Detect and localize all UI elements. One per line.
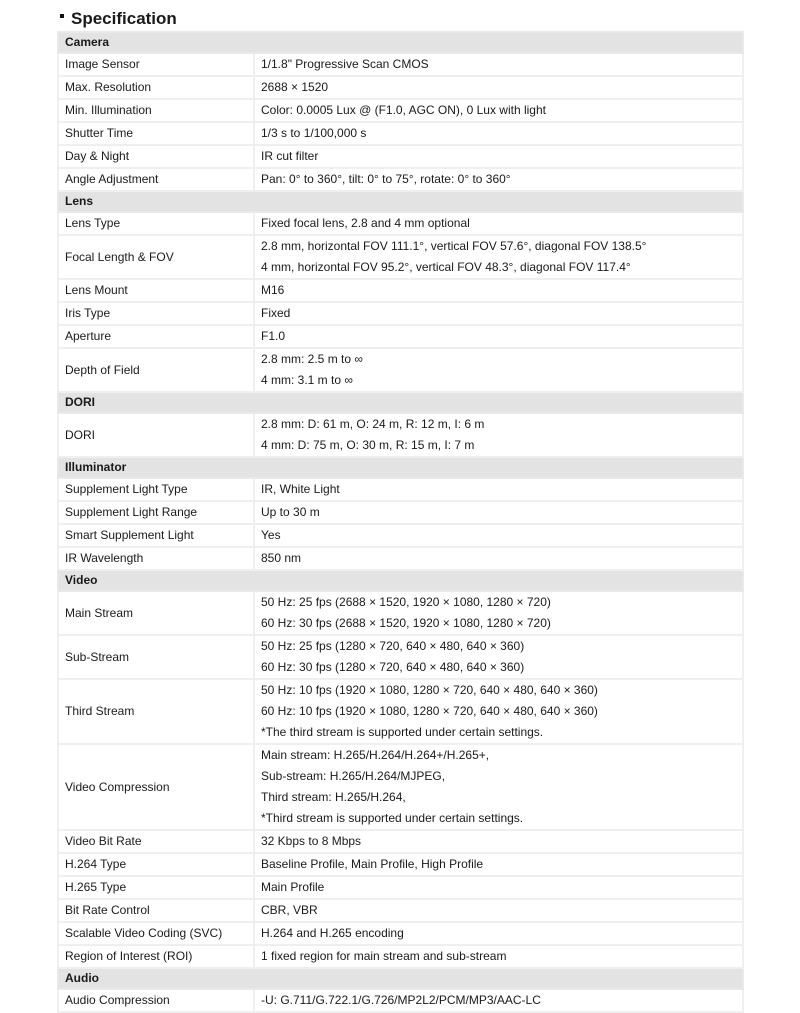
spec-label: Sub-Stream: [58, 635, 254, 679]
spec-value-line: 2.8 mm, horizontal FOV 111.1°, vertical FOV 57.6°, diagonal FOV 138.5°: [261, 239, 647, 253]
spec-value-line: Pan: 0° to 360°, tilt: 0° to 75°, rotate: 0° to 360°: [261, 172, 511, 186]
spec-value: [254, 853, 743, 876]
spec-label: Supplement Light Type: [58, 478, 254, 501]
spec-value: [254, 830, 743, 853]
spec-row: [58, 501, 743, 524]
spec-label: H.265 Type: [58, 876, 254, 899]
spec-value-line: 50 Hz: 25 fps (1280 × 720, 640 × 480, 640 × 360): [261, 639, 525, 653]
spec-value-line: 4 mm, horizontal FOV 95.2°, vertical FOV 48.3°, diagonal FOV 117.4°: [261, 260, 631, 274]
spec-row: [58, 478, 743, 501]
section-title: Lens: [58, 191, 743, 212]
spec-label: Shutter Time: [58, 122, 254, 145]
bullet-icon: [60, 14, 64, 18]
spec-row: [58, 899, 743, 922]
spec-value: [254, 279, 743, 302]
spec-label: Max. Resolution: [58, 76, 254, 99]
spec-value: [254, 744, 743, 830]
spec-value-line: 32 Kbps to 8 Mbps: [261, 834, 362, 848]
spec-value-line: 2.8 mm: D: 61 m, O: 24 m, R: 12 m, I: 6 m: [261, 417, 485, 431]
spec-value: [254, 235, 743, 279]
spec-value: [254, 348, 743, 392]
spec-row: [58, 413, 743, 457]
spec-value-line: H.264 and H.265 encoding: [261, 926, 404, 940]
spec-row: [58, 76, 743, 99]
spec-label: Supplement Light Range: [58, 501, 254, 524]
spec-row: [58, 547, 743, 570]
spec-label: Focal Length & FOV: [58, 235, 254, 279]
spec-value: [254, 302, 743, 325]
specification-table-body: [58, 32, 743, 1012]
spec-label: Video Compression: [58, 744, 254, 830]
section-title: Audio: [58, 968, 743, 989]
spec-value: [254, 413, 743, 457]
spec-value-line: 60 Hz: 30 fps (1280 × 720, 640 × 480, 640 × 360): [261, 660, 525, 674]
spec-value-line: CBR, VBR: [261, 903, 318, 917]
spec-value-line: 50 Hz: 25 fps (2688 × 1520, 1920 × 1080, 1280 × 720): [261, 595, 551, 609]
spec-value-line: 1/3 s to 1/100,000 s: [261, 126, 367, 140]
spec-row: [58, 302, 743, 325]
spec-label: Aperture: [58, 325, 254, 348]
spec-row: [58, 279, 743, 302]
section-title: DORI: [58, 392, 743, 413]
section-title: Video: [58, 570, 743, 591]
spec-value: [254, 122, 743, 145]
spec-row: [58, 591, 743, 635]
spec-label: Smart Supplement Light: [58, 524, 254, 547]
spec-value: [254, 168, 743, 191]
spec-label: Third Stream: [58, 679, 254, 744]
spec-value-line: 50 Hz: 10 fps (1920 × 1080, 1280 × 720, 640 × 480, 640 × 360): [261, 683, 598, 697]
spec-label: Region of Interest (ROI): [58, 945, 254, 968]
spec-value-line: Sub-stream: H.265/H.264/MJPEG,: [261, 769, 446, 783]
spec-row: [58, 235, 743, 279]
spec-value: [254, 53, 743, 76]
spec-value-line: Up to 30 m: [261, 505, 320, 519]
spec-value: [254, 501, 743, 524]
spec-label: IR Wavelength: [58, 547, 254, 570]
spec-value-line: 4 mm: D: 75 m, O: 30 m, R: 15 m, I: 7 m: [261, 438, 475, 452]
spec-label: Main Stream: [58, 591, 254, 635]
spec-value-line: Yes: [261, 528, 281, 542]
section-header-video: [58, 570, 743, 591]
spec-row: [58, 122, 743, 145]
spec-row: [58, 744, 743, 830]
spec-value-line: *The third stream is supported under certain settings.: [261, 725, 544, 739]
spec-row: [58, 145, 743, 168]
spec-value-line: *Third stream is supported under certain settings.: [261, 811, 524, 825]
section-title: Camera: [58, 32, 743, 53]
spec-label: Day & Night: [58, 145, 254, 168]
spec-value: [254, 325, 743, 348]
spec-row: [58, 348, 743, 392]
spec-value: [254, 635, 743, 679]
spec-value: [254, 99, 743, 122]
specification-table: [57, 31, 744, 1013]
section-header-dori: [58, 392, 743, 413]
spec-value: [254, 922, 743, 945]
spec-row: [58, 922, 743, 945]
spec-label: Iris Type: [58, 302, 254, 325]
spec-row: [58, 945, 743, 968]
spec-row: [58, 876, 743, 899]
spec-label: DORI: [58, 413, 254, 457]
spec-value-line: 1 fixed region for main stream and sub-stream: [261, 949, 507, 963]
spec-value-line: IR, White Light: [261, 482, 340, 496]
spec-row: [58, 679, 743, 744]
spec-label: Bit Rate Control: [58, 899, 254, 922]
section-title: Illuminator: [58, 457, 743, 478]
spec-row: [58, 989, 743, 1012]
spec-value-line: Main Profile: [261, 880, 325, 894]
spec-label: Min. Illumination: [58, 99, 254, 122]
spec-value-line: Baseline Profile, Main Profile, High Profile: [261, 857, 484, 871]
spec-value-line: 850 nm: [261, 551, 302, 565]
spec-row: [58, 524, 743, 547]
spec-value: [254, 876, 743, 899]
spec-value-line: 2688 × 1520: [261, 80, 329, 94]
spec-label: Lens Mount: [58, 279, 254, 302]
spec-value-line: 60 Hz: 30 fps (2688 × 1520, 1920 × 1080, 1280 × 720): [261, 616, 551, 630]
spec-value-line: 4 mm: 3.1 m to ∞: [261, 373, 353, 387]
page-title: [60, 8, 177, 30]
spec-label: Video Bit Rate: [58, 830, 254, 853]
spec-value: [254, 145, 743, 168]
spec-value: [254, 478, 743, 501]
spec-value: [254, 899, 743, 922]
spec-value-line: IR cut filter: [261, 149, 319, 163]
spec-value: [254, 989, 743, 1012]
spec-label: H.264 Type: [58, 853, 254, 876]
spec-label: Lens Type: [58, 212, 254, 235]
spec-value-line: 2.8 mm: 2.5 m to ∞: [261, 352, 363, 366]
spec-row: [58, 325, 743, 348]
spec-value: [254, 547, 743, 570]
spec-label: Angle Adjustment: [58, 168, 254, 191]
spec-row: [58, 830, 743, 853]
spec-row: [58, 212, 743, 235]
spec-value-line: Fixed: [261, 306, 291, 320]
spec-value: [254, 945, 743, 968]
spec-value-line: F1.0: [261, 329, 286, 343]
spec-value-line: Color: 0.0005 Lux @ (F1.0, AGC ON), 0 Lux with light: [261, 103, 546, 117]
spec-value-line: 1/1.8" Progressive Scan CMOS: [261, 57, 429, 71]
spec-value: [254, 679, 743, 744]
spec-label: Depth of Field: [58, 348, 254, 392]
spec-value: [254, 524, 743, 547]
spec-label: Audio Compression: [58, 989, 254, 1012]
spec-value-line: Main stream: H.265/H.264/H.264+/H.265+,: [261, 748, 490, 762]
spec-value: [254, 591, 743, 635]
spec-value-line: Fixed focal lens, 2.8 and 4 mm optional: [261, 216, 470, 230]
spec-label: Scalable Video Coding (SVC): [58, 922, 254, 945]
spec-value: [254, 76, 743, 99]
spec-value-line: Third stream: H.265/H.264,: [261, 790, 406, 804]
section-header-camera: [58, 32, 743, 53]
spec-label: Image Sensor: [58, 53, 254, 76]
spec-value: [254, 212, 743, 235]
spec-row: [58, 635, 743, 679]
page-title-text: Specification: [71, 9, 177, 28]
spec-row: [58, 53, 743, 76]
section-header-illuminator: [58, 457, 743, 478]
section-header-audio: [58, 968, 743, 989]
spec-value-line: -U: G.711/G.722.1/G.726/MP2L2/PCM/MP3/AAC-LC: [261, 993, 541, 1007]
spec-row: [58, 853, 743, 876]
spec-row: [58, 99, 743, 122]
spec-value-line: 60 Hz: 10 fps (1920 × 1080, 1280 × 720, 640 × 480, 640 × 360): [261, 704, 598, 718]
spec-row: [58, 168, 743, 191]
spec-value-line: M16: [261, 283, 285, 297]
section-header-lens: [58, 191, 743, 212]
